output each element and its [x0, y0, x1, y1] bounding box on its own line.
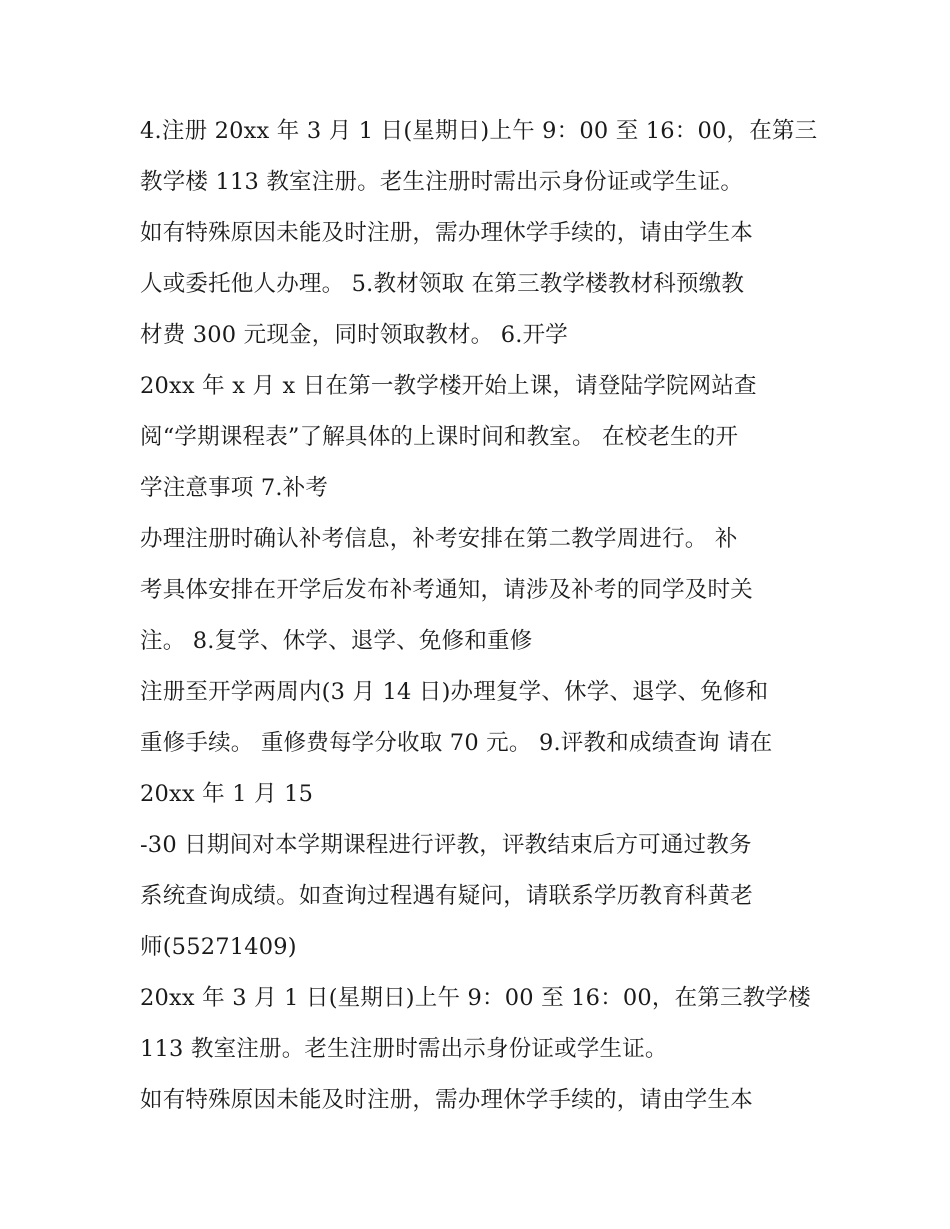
- text-line: 教学楼 113 教室注册。老生注册时需出示身份证或学生证。: [140, 169, 744, 195]
- text-line: 师(55271409): [140, 934, 297, 960]
- text-line: 系统查询成绩。如查询过程遇有疑问，请联系学历教育科黄老: [140, 883, 753, 909]
- text-line: 人或委托他人办理。 5.教材领取 在第三教学楼教材科预缴教: [140, 271, 745, 297]
- text-line: 重修手续。 重修费每学分收取 70 元。 9.评教和成绩查询 请在: [140, 730, 773, 756]
- text-line: 办理注册时确认补考信息，补考安排在第二教学周进行。 补: [140, 526, 738, 552]
- text-line: 考具体安排在开学后发布补考通知，请涉及补考的同学及时关: [140, 577, 753, 603]
- text-line: 学注意事项 7.补考: [140, 475, 329, 501]
- text-line: 注册至开学两周内(3 月 14 日)办理复学、休学、退学、免修和: [140, 679, 769, 705]
- text-line: 4.注册 20xx 年 3 月 1 日(星期日)上午 9：00 至 16：00，在第三: [140, 118, 818, 144]
- text-line: 20xx 年 x 月 x 日在第一教学楼开始上课，请登陆学院网站查: [140, 373, 757, 399]
- text-line: 阅“学期课程表”了解具体的上课时间和教室。 在校老生的开: [140, 424, 739, 450]
- text-line: 20xx 年 1 月 15: [140, 781, 314, 807]
- text-line: 材费 300 元现金，同时领取教材。 6.开学: [140, 322, 568, 348]
- text-line: -30 日期间对本学期课程进行评教，评教结束后方可通过教务: [140, 832, 752, 858]
- text-line: 如有特殊原因未能及时注册，需办理休学手续的，请由学生本: [140, 220, 753, 246]
- text-line: 如有特殊原因未能及时注册，需办理休学手续的，请由学生本: [140, 1087, 753, 1113]
- text-line: 注。 8.复学、休学、退学、免修和重修: [140, 628, 533, 654]
- document-body: [140, 106, 830, 1126]
- text-line: 113 教室注册。老生注册时需出示身份证或学生证。: [140, 1036, 668, 1062]
- text-line: 20xx 年 3 月 1 日(星期日)上午 9：00 至 16：00，在第三教学楼: [140, 985, 811, 1011]
